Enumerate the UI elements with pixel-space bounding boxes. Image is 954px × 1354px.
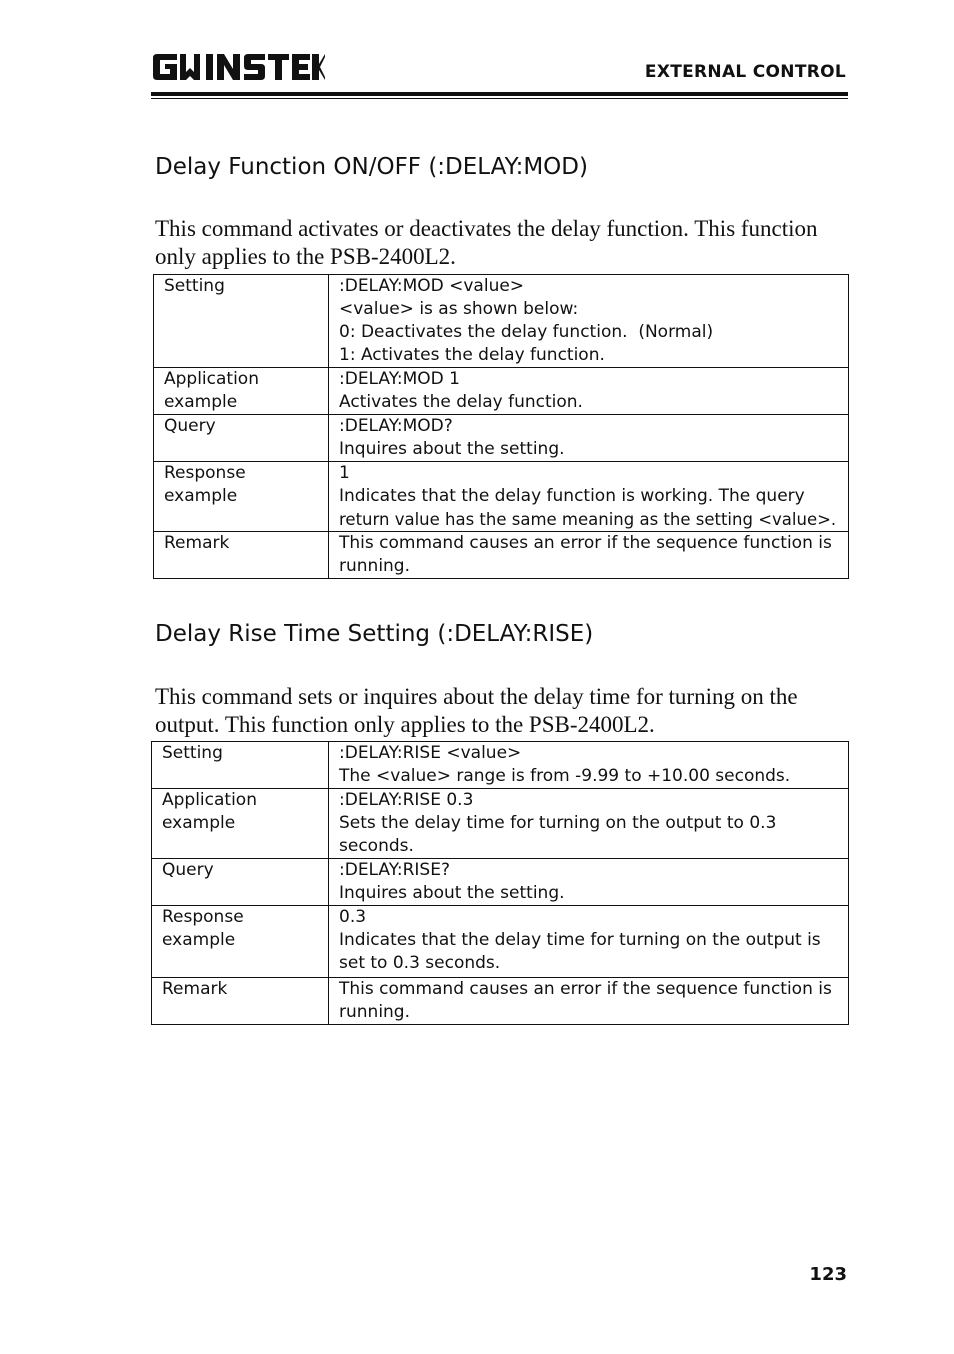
key-text: example <box>164 486 238 506</box>
gw-instek-logo-icon <box>153 54 325 84</box>
value-text: running. <box>339 1002 411 1022</box>
key-text: Query <box>162 860 214 880</box>
section2-command-table <box>151 741 849 1025</box>
value-text: :DELAY:RISE? <box>339 860 450 880</box>
section1-heading: Delay Function ON/OFF (:DELAY:MOD) <box>155 154 588 180</box>
value-text: This command causes an error if the sequence function is <box>339 533 832 553</box>
row-value <box>329 906 849 978</box>
page-number: 123 <box>809 1264 847 1285</box>
table-row <box>152 906 849 978</box>
key-text: Response <box>162 907 244 927</box>
row-value <box>329 742 849 789</box>
value-text: <value> is as shown below: <box>339 299 579 319</box>
value-text: 1 <box>339 463 350 483</box>
row-value <box>329 859 849 906</box>
value-text: This command causes an error if the sequence function is <box>339 979 832 999</box>
key-text: Query <box>164 416 216 436</box>
row-key <box>154 462 329 532</box>
value-text: 1: Activates the delay function. <box>339 345 605 365</box>
value-text: Indicates that the delay time for turning on the output is <box>339 930 821 950</box>
value-text: Inquires about the setting. <box>339 883 565 903</box>
value-text: seconds. <box>339 836 414 856</box>
row-key <box>154 275 329 368</box>
key-text: Remark <box>164 533 230 553</box>
value-text: 0: Deactivates the delay function. (Normal) <box>339 322 714 342</box>
key-text: Setting <box>164 276 225 296</box>
header-rule <box>151 92 848 96</box>
row-value <box>329 368 849 415</box>
row-value <box>329 415 849 462</box>
key-text: Application <box>162 790 257 810</box>
table-row <box>152 978 849 1025</box>
value-text: running. <box>339 556 411 576</box>
section2-heading: Delay Rise Time Setting (:DELAY:RISE) <box>155 621 594 647</box>
row-value <box>329 462 849 532</box>
value-text: Sets the delay time for turning on the output to 0.3 <box>339 813 777 833</box>
row-key <box>152 978 329 1025</box>
row-key <box>154 415 329 462</box>
table-row <box>152 742 849 789</box>
row-key <box>154 532 329 579</box>
section1-intro: This command activates or deactivates the delay function. This function only applies to the PSB-2400L2. <box>155 216 818 269</box>
value-text: :DELAY:MOD <value> <box>339 276 525 296</box>
row-value <box>329 789 849 859</box>
value-text: :DELAY:RISE <value> <box>339 743 522 763</box>
row-value <box>329 978 849 1025</box>
value-text: Activates the delay function. <box>339 392 583 412</box>
table-row <box>154 415 849 462</box>
row-value <box>329 532 849 579</box>
section2-intro: This command sets or inquires about the delay time for turning on the output. This function only applies to the PSB-2400L2. <box>155 684 798 737</box>
value-text: The <value> range is from -9.99 to +10.00 seconds. <box>339 766 791 786</box>
table-row <box>154 275 849 368</box>
gw-instek-logo <box>153 54 325 84</box>
value-text: :DELAY:MOD? <box>339 416 453 436</box>
key-text: Remark <box>162 979 228 999</box>
table-row <box>152 789 849 859</box>
key-text: example <box>164 392 238 412</box>
value-text: :DELAY:MOD 1 <box>339 369 460 389</box>
key-text: Application <box>164 369 259 389</box>
row-key <box>152 859 329 906</box>
value-text: :DELAY:RISE 0.3 <box>339 790 474 810</box>
section-label: EXTERNAL CONTROL <box>644 62 846 82</box>
table-row <box>152 859 849 906</box>
key-text: Response <box>164 463 246 483</box>
row-key <box>152 906 329 978</box>
key-text: example <box>162 813 236 833</box>
key-text: Setting <box>162 743 223 763</box>
section1-command-table <box>153 274 849 579</box>
value-text: return value has the same meaning as the setting <value>. <box>339 510 837 529</box>
key-text: example <box>162 930 236 950</box>
value-text: set to 0.3 seconds. <box>339 953 501 973</box>
table-row <box>154 462 849 532</box>
row-key <box>152 742 329 789</box>
value-text: Inquires about the setting. <box>339 439 565 459</box>
table-row <box>154 532 849 579</box>
row-value <box>329 275 849 368</box>
table-row <box>154 368 849 415</box>
row-key <box>154 368 329 415</box>
header-rule-thin <box>151 98 848 99</box>
value-text: 0.3 <box>339 907 367 927</box>
value-text: Indicates that the delay function is working. The query <box>339 486 805 506</box>
row-key <box>152 789 329 859</box>
